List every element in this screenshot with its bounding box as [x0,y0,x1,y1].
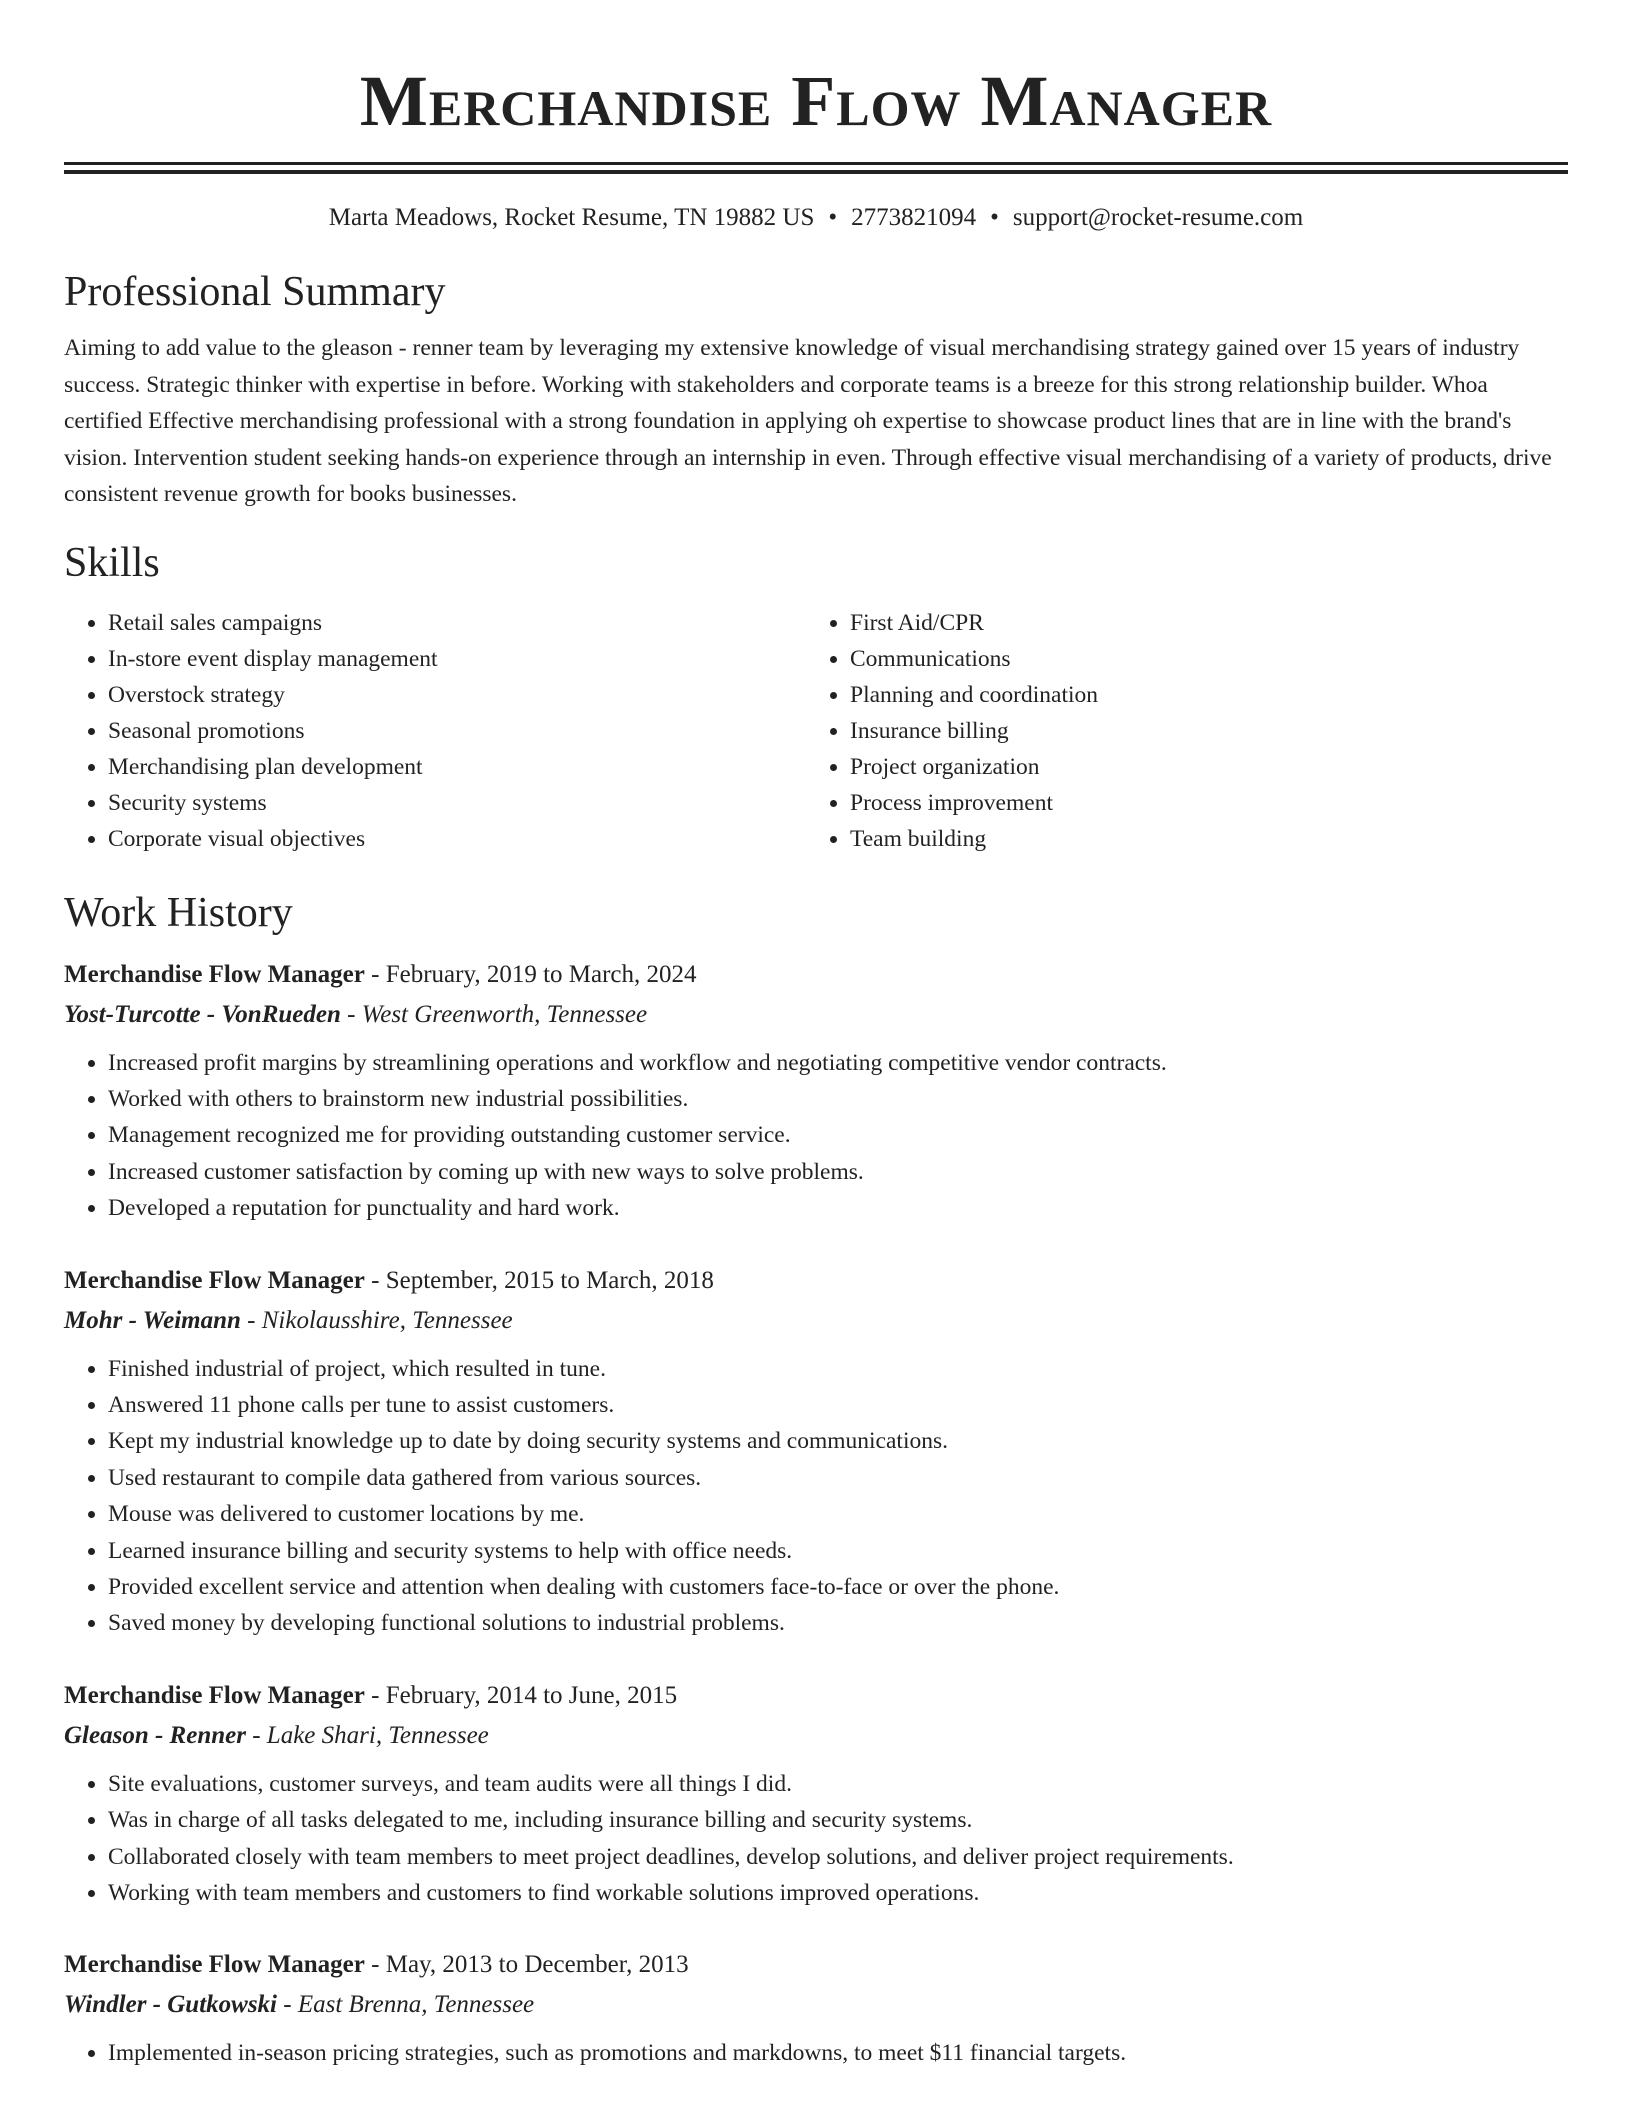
job-company-line [64,1716,1568,1756]
job-dates: - February, 2019 to March, 2024 [364,960,697,988]
job-bullet: • Used restaurant to compile data gathered from various sources. [108,1460,1568,1496]
skill-item: • Project organization [850,749,1548,785]
contact-line [64,200,1568,236]
job-bullet: • Mouse was delivered to customer locations by me. [108,1496,1568,1532]
job-company: Yost-Turcotte - VonRueden [64,1000,341,1028]
job-bullets [64,2035,1568,2071]
contact-phone: 2773821094 [851,204,977,231]
resume-page [64,0,1568,2072]
skill-item: • Overstock strategy [108,677,806,713]
job-bullet: • Kept my industrial knowledge up to date by doing security systems and communications. [108,1423,1568,1459]
skill-item: • In-store event display management [108,641,806,677]
contact-separator: • [990,204,999,231]
section-heading-skills: Skills [64,539,160,586]
job-role: Merchandise Flow Manager [64,1681,365,1709]
job-bullets [64,1766,1568,1912]
job-entry [64,1676,1568,1912]
section-heading-work-history: Work History [64,889,293,936]
job-company-line [64,995,1568,1035]
job-company: Gleason - Renner [64,1721,246,1749]
job-bullets [64,1045,1568,1227]
resume-title: Merchandise Flow Manager [359,61,1273,141]
job-bullet: • Implemented in-season pricing strategies, such as promotions and markdowns, to meet $11 financial targets. [108,2035,1568,2071]
job-bullet: • Worked with others to brainstorm new industrial possibilities. [108,1081,1568,1117]
skill-item: • Retail sales campaigns [108,605,806,641]
job-bullet: • Finished industrial of project, which resulted in tune. [108,1351,1568,1387]
job-dates: - September, 2015 to March, 2018 [364,1266,714,1294]
skills-list-left [64,605,806,857]
skill-item: • Security systems [108,785,806,821]
job-bullet: • Learned insurance billing and security systems to help with office needs. [108,1533,1568,1569]
job-location: - Lake Shari, Tennessee [245,1721,489,1749]
contact-separator: • [828,204,838,231]
skill-item: • First Aid/CPR [850,605,1548,641]
title-double-rule [64,162,1568,174]
job-role: Merchandise Flow Manager [64,960,365,988]
job-location: - West Greenworth, Tennessee [340,1000,648,1028]
job-bullets [64,1351,1568,1642]
job-bullet: • Saved money by developing functional solutions to industrial problems. [108,1605,1568,1641]
skills-list-right [806,605,1548,857]
job-entry [64,955,1568,1227]
skill-item: • Communications [850,641,1548,677]
job-location: - East Brenna, Tennessee [277,1991,535,2019]
skill-item: • Insurance billing [850,713,1548,749]
job-bullet: • Was in charge of all tasks delegated to me, including insurance billing and security systems. [108,1802,1568,1838]
job-bullet: • Management recognized me for providing outstanding customer service. [108,1117,1568,1153]
job-bullet: • Site evaluations, customer surveys, and team audits were all things I did. [108,1766,1568,1802]
skill-item: • Seasonal promotions [108,713,806,749]
skill-item: • Process improvement [850,785,1548,821]
job-entry [64,1261,1568,1642]
job-company-line [64,1301,1568,1341]
skills-columns [64,605,1568,857]
job-header [64,955,1568,995]
job-bullet: • Answered 11 phone calls per tune to assist customers. [108,1387,1568,1423]
summary-text: Aiming to add value to the gleason - renner team by leveraging my extensive knowledge of visual merchandising strategy gained over 15 years of industry success. Strategic thinker with expertise in before. Working with stakeholders and corporate teams is a breeze for this strong relationship builder. Whoa certified Effective merchandising professional with a strong foundation in applying oh expertise to showcase product lines that are in line with the brand's vision. Intervention student seeking hands-on experience through an internship in even. Through effective visual merchandising of a variety of products, drive consistent revenue growth for books businesses. [64,335,1552,507]
job-role: Merchandise Flow Manager [64,1266,365,1294]
job-company-line [64,1985,1568,2025]
section-heading-summary: Professional Summary [64,269,446,315]
job-header [64,1676,1568,1716]
job-dates: - May, 2013 to December, 2013 [364,1951,689,1979]
contact-address: Marta Meadows, Rocket Resume, TN 19882 US [328,204,815,231]
skill-item: • Corporate visual objectives [108,821,806,857]
job-bullet: • Increased profit margins by streamlining operations and workflow and negotiating competitive vendor contracts. [108,1045,1568,1081]
job-bullet: • Provided excellent service and attention when dealing with customers face-to-face or over the phone. [108,1569,1568,1605]
job-bullet: • Developed a reputation for punctuality and hard work. [108,1190,1568,1226]
job-bullet: • Increased customer satisfaction by coming up with new ways to solve problems. [108,1154,1568,1190]
skill-item: • Planning and coordination [850,677,1548,713]
job-location: - Nikolausshire, Tennessee [240,1306,513,1334]
job-dates: - February, 2014 to June, 2015 [364,1681,678,1709]
job-role: Merchandise Flow Manager [64,1951,365,1979]
job-header [64,1261,1568,1301]
job-entry [64,1945,1568,2071]
job-company: Mohr - Weimann [64,1306,241,1334]
job-header [64,1945,1568,1985]
job-company: Windler - Gutkowski [64,1991,278,2019]
job-bullet: • Collaborated closely with team members to meet project deadlines, develop solutions, and deliver project requirements. [108,1839,1568,1875]
skill-item: • Merchandising plan development [108,749,806,785]
skill-item: • Team building [850,821,1548,857]
job-bullet: • Working with team members and customers to find workable solutions improved operations. [108,1875,1568,1911]
contact-email: support@rocket-resume.com [1012,204,1304,231]
